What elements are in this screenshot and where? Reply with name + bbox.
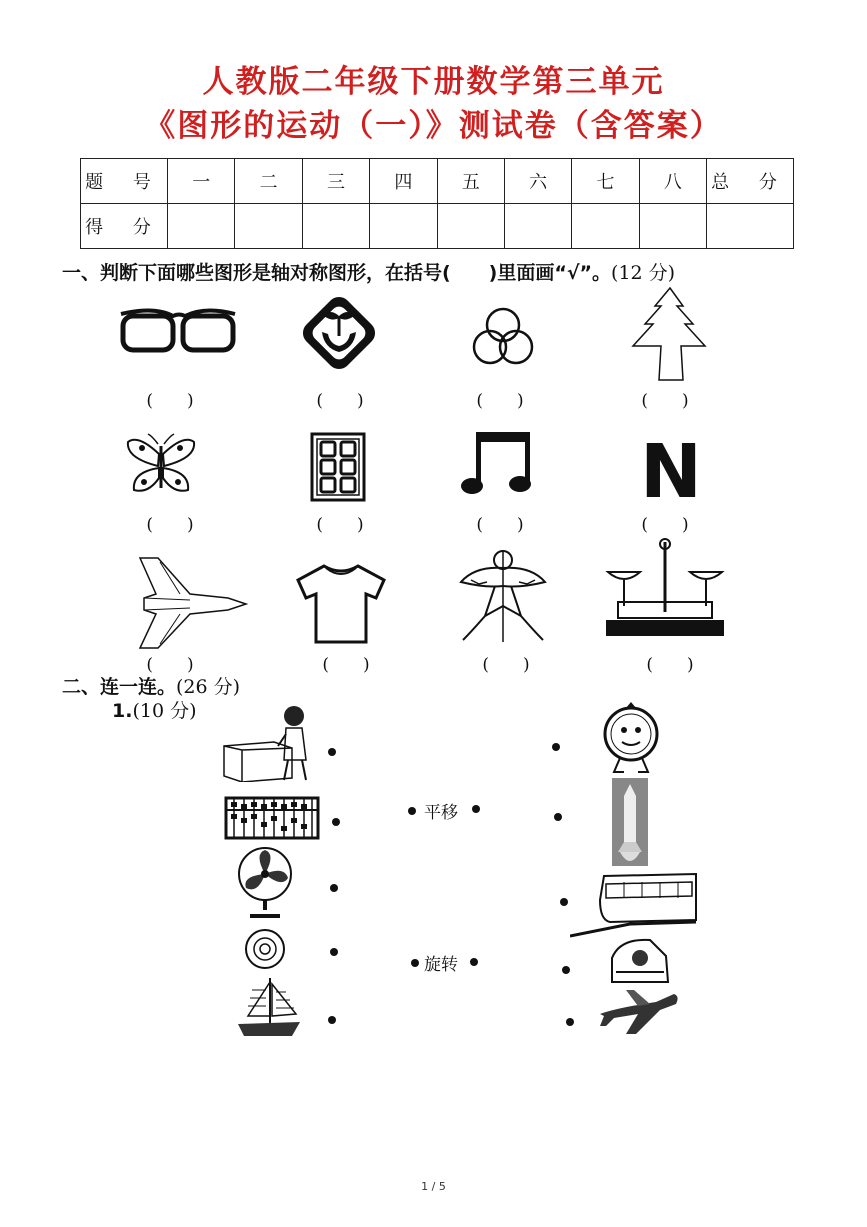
section2-heading-text: 二、连一连。: [62, 676, 177, 698]
score-header-cell: 七: [572, 159, 639, 204]
score-value-row: [81, 204, 794, 249]
scale-icon: [600, 536, 730, 640]
answer-paren[interactable]: ( ): [641, 391, 689, 411]
score-row-label: 得 分: [81, 204, 168, 249]
left-dot-4[interactable]: [330, 948, 338, 956]
three-circles-icon: [470, 305, 536, 367]
kite-icon: [455, 546, 551, 646]
sub1-points: (10 分): [132, 700, 197, 722]
left-dot-5[interactable]: [328, 1016, 336, 1024]
tree-icon: [625, 284, 715, 384]
translate-label: 平移: [424, 803, 458, 823]
disc-icon: [244, 928, 286, 970]
left-dot-2[interactable]: [332, 818, 340, 826]
fan-icon: [234, 846, 296, 920]
rotate-label: 旋转: [424, 955, 458, 975]
section2-sub1: [112, 696, 197, 723]
score-header-cell: 八: [639, 159, 706, 204]
title-line-2: 《图形的运动（一）》测试卷（含答案）: [144, 108, 723, 144]
emblem-icon: [294, 288, 384, 378]
box-push-icon: [222, 702, 314, 782]
answer-paren[interactable]: ( ): [641, 515, 689, 535]
jet-icon: [130, 552, 248, 652]
music-note-icon: [460, 430, 536, 496]
section1-heading-text: 一、判断下面哪些图形是轴对称图形，在括号( )里面画“√”。: [62, 262, 612, 284]
left-dot-3[interactable]: [330, 884, 338, 892]
train-icon: [570, 870, 700, 938]
score-cell[interactable]: [639, 204, 706, 249]
score-table: [80, 158, 794, 249]
score-header-cell: 四: [370, 159, 437, 204]
score-cell[interactable]: [572, 204, 639, 249]
score-header-cell: 五: [437, 159, 504, 204]
score-cell[interactable]: [302, 204, 369, 249]
butterfly-icon: [124, 432, 198, 498]
left-dot-1[interactable]: [328, 748, 336, 756]
answer-paren[interactable]: ( ): [316, 515, 364, 535]
score-header-row: [81, 159, 794, 204]
letter-n-icon: N: [640, 429, 702, 515]
answer-paren[interactable]: ( ): [646, 655, 694, 675]
score-cell[interactable]: [707, 204, 794, 249]
right-dot-5[interactable]: [566, 1018, 574, 1026]
rotate-dot-right[interactable]: [470, 958, 478, 966]
sub1-number: 1.: [112, 700, 133, 722]
sailboat-icon: [234, 976, 304, 1042]
glasses-icon: [115, 300, 240, 360]
score-header-cell: 题 号: [81, 159, 168, 204]
answer-paren[interactable]: ( ): [322, 655, 370, 675]
right-dot-3[interactable]: [560, 898, 568, 906]
title-line-1: 人教版二年级下册数学第三单元: [202, 64, 665, 100]
score-cell[interactable]: [504, 204, 571, 249]
answer-paren[interactable]: ( ): [146, 391, 194, 411]
translate-dot-left[interactable]: [408, 807, 416, 815]
rotate-dot-left[interactable]: [411, 959, 419, 967]
rocket-icon: [612, 778, 648, 866]
score-header-cell: 一: [168, 159, 235, 204]
section1-heading: [62, 258, 675, 285]
score-header-cell: 二: [235, 159, 302, 204]
window-icon: [310, 432, 366, 502]
right-dot-4[interactable]: [562, 966, 570, 974]
answer-paren[interactable]: ( ): [146, 655, 194, 675]
score-header-cell: 三: [302, 159, 369, 204]
abacus-icon: [224, 796, 320, 840]
clock-icon: [598, 700, 664, 776]
right-dot-2[interactable]: [554, 813, 562, 821]
section2-points: (26 分): [176, 676, 241, 698]
section2-heading: [62, 672, 240, 699]
score-cell[interactable]: [437, 204, 504, 249]
tshirt-icon: [296, 562, 386, 644]
right-dot-1[interactable]: [552, 743, 560, 751]
score-header-cell: 总 分: [707, 159, 794, 204]
translate-dot-right[interactable]: [472, 805, 480, 813]
answer-paren[interactable]: ( ): [482, 655, 530, 675]
section1-points: (12 分): [611, 262, 676, 284]
score-cell[interactable]: [235, 204, 302, 249]
answer-paren[interactable]: ( ): [146, 515, 194, 535]
page-number: 1 / 5: [421, 1180, 446, 1193]
score-header-cell: 六: [504, 159, 571, 204]
car-driver-icon: [610, 936, 670, 986]
score-cell[interactable]: [168, 204, 235, 249]
answer-paren[interactable]: ( ): [476, 515, 524, 535]
airplane-icon: [596, 984, 680, 1040]
answer-paren[interactable]: ( ): [316, 391, 364, 411]
score-cell[interactable]: [370, 204, 437, 249]
answer-paren[interactable]: ( ): [476, 391, 524, 411]
